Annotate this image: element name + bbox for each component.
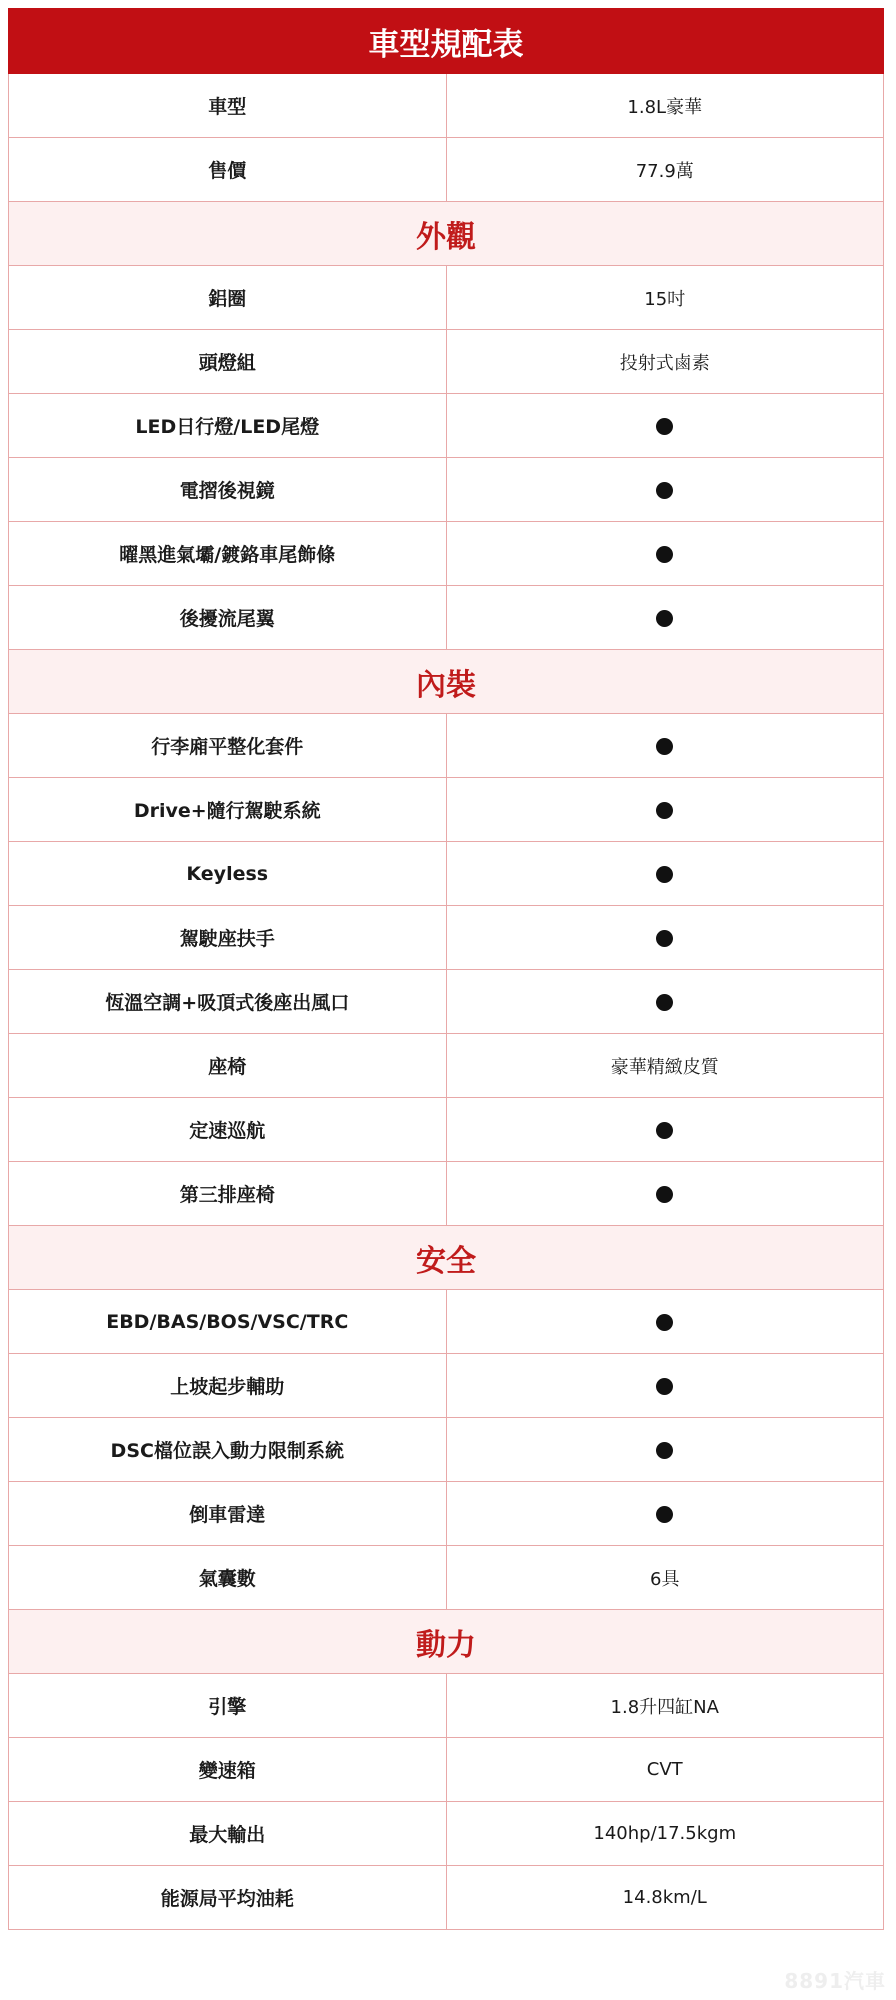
spec-value <box>446 842 884 906</box>
spec-value: 1.8L豪華 <box>446 74 884 138</box>
spec-label: 引擎 <box>9 1674 447 1738</box>
included-dot-icon <box>656 546 673 563</box>
spec-label: DSC檔位誤入動力限制系統 <box>9 1418 447 1482</box>
spec-label: 曜黑進氣壩/鍍鉻車尾飾條 <box>9 522 447 586</box>
spec-label: 後擾流尾翼 <box>9 586 447 650</box>
section-header-row <box>9 650 884 714</box>
included-dot-icon <box>656 610 673 627</box>
included-dot-icon <box>656 866 673 883</box>
spec-value <box>446 1098 884 1162</box>
spec-value: 77.9萬 <box>446 138 884 202</box>
spec-label: 定速巡航 <box>9 1098 447 1162</box>
spec-value <box>446 1418 884 1482</box>
included-dot-icon <box>656 1506 673 1523</box>
table-row <box>9 330 884 394</box>
spec-value <box>446 970 884 1034</box>
spec-value <box>446 394 884 458</box>
included-dot-icon <box>656 1442 673 1459</box>
table-row <box>9 1738 884 1802</box>
table-row <box>9 522 884 586</box>
included-dot-icon <box>656 1122 673 1139</box>
spec-label: 氣囊數 <box>9 1546 447 1610</box>
table-row <box>9 906 884 970</box>
table-row <box>9 1034 884 1098</box>
spec-value <box>446 586 884 650</box>
table-row <box>9 1546 884 1610</box>
included-dot-icon <box>656 482 673 499</box>
section-title: 安全 <box>9 1226 884 1290</box>
table-row <box>9 394 884 458</box>
section-title: 外觀 <box>9 202 884 266</box>
table-row <box>9 1098 884 1162</box>
table-row <box>9 1290 884 1354</box>
spec-label: Keyless <box>9 842 447 906</box>
included-dot-icon <box>656 1186 673 1203</box>
watermark: 8891汽車 <box>784 1969 886 1993</box>
included-dot-icon <box>656 1378 673 1395</box>
spec-value <box>446 458 884 522</box>
spec-value: 投射式鹵素 <box>446 330 884 394</box>
included-dot-icon <box>656 802 673 819</box>
table-row <box>9 1162 884 1226</box>
section-header-row <box>9 1610 884 1674</box>
spec-label: 行李廂平整化套件 <box>9 714 447 778</box>
spec-value <box>446 906 884 970</box>
spec-value <box>446 1162 884 1226</box>
title-row <box>9 9 884 74</box>
spec-value: CVT <box>446 1738 884 1802</box>
spec-label: 售價 <box>9 138 447 202</box>
spec-label: 最大輸出 <box>9 1802 447 1866</box>
included-dot-icon <box>656 418 673 435</box>
spec-label: LED日行燈/LED尾燈 <box>9 394 447 458</box>
section-header-row <box>9 202 884 266</box>
spec-value <box>446 1354 884 1418</box>
table-row <box>9 586 884 650</box>
spec-table-body <box>9 9 884 1930</box>
spec-label: 鋁圈 <box>9 266 447 330</box>
spec-value: 140hp/17.5kgm <box>446 1802 884 1866</box>
section-title: 內裝 <box>9 650 884 714</box>
spec-value: 1.8升四缸NA <box>446 1674 884 1738</box>
spec-label: Drive+隨行駕駛系統 <box>9 778 447 842</box>
spec-value <box>446 1482 884 1546</box>
spec-label: 車型 <box>9 74 447 138</box>
spec-label: 變速箱 <box>9 1738 447 1802</box>
spec-label: 座椅 <box>9 1034 447 1098</box>
table-row <box>9 1674 884 1738</box>
spec-table <box>8 8 884 1930</box>
spec-label: 能源局平均油耗 <box>9 1866 447 1930</box>
spec-value: 14.8km/L <box>446 1866 884 1930</box>
included-dot-icon <box>656 930 673 947</box>
spec-label: 電摺後視鏡 <box>9 458 447 522</box>
spec-value: 15吋 <box>446 266 884 330</box>
table-row <box>9 970 884 1034</box>
spec-value: 豪華精緻皮質 <box>446 1034 884 1098</box>
table-row <box>9 74 884 138</box>
spec-value <box>446 778 884 842</box>
spec-value <box>446 714 884 778</box>
spec-label: 駕駛座扶手 <box>9 906 447 970</box>
table-row <box>9 1802 884 1866</box>
table-row <box>9 138 884 202</box>
spec-value: 6具 <box>446 1546 884 1610</box>
table-row <box>9 842 884 906</box>
spec-label: 第三排座椅 <box>9 1162 447 1226</box>
table-row <box>9 1354 884 1418</box>
spec-value <box>446 522 884 586</box>
table-row <box>9 778 884 842</box>
section-title: 動力 <box>9 1610 884 1674</box>
table-row <box>9 1482 884 1546</box>
spec-label: EBD/BAS/BOS/VSC/TRC <box>9 1290 447 1354</box>
included-dot-icon <box>656 1314 673 1331</box>
spec-label: 恆溫空調+吸頂式後座出風口 <box>9 970 447 1034</box>
table-title: 車型規配表 <box>9 9 884 74</box>
table-row <box>9 458 884 522</box>
table-row <box>9 1418 884 1482</box>
spec-label: 倒車雷達 <box>9 1482 447 1546</box>
spec-label: 上坡起步輔助 <box>9 1354 447 1418</box>
spec-label: 頭燈組 <box>9 330 447 394</box>
section-header-row <box>9 1226 884 1290</box>
table-row <box>9 266 884 330</box>
spec-value <box>446 1290 884 1354</box>
included-dot-icon <box>656 994 673 1011</box>
included-dot-icon <box>656 738 673 755</box>
table-row <box>9 714 884 778</box>
table-row <box>9 1866 884 1930</box>
